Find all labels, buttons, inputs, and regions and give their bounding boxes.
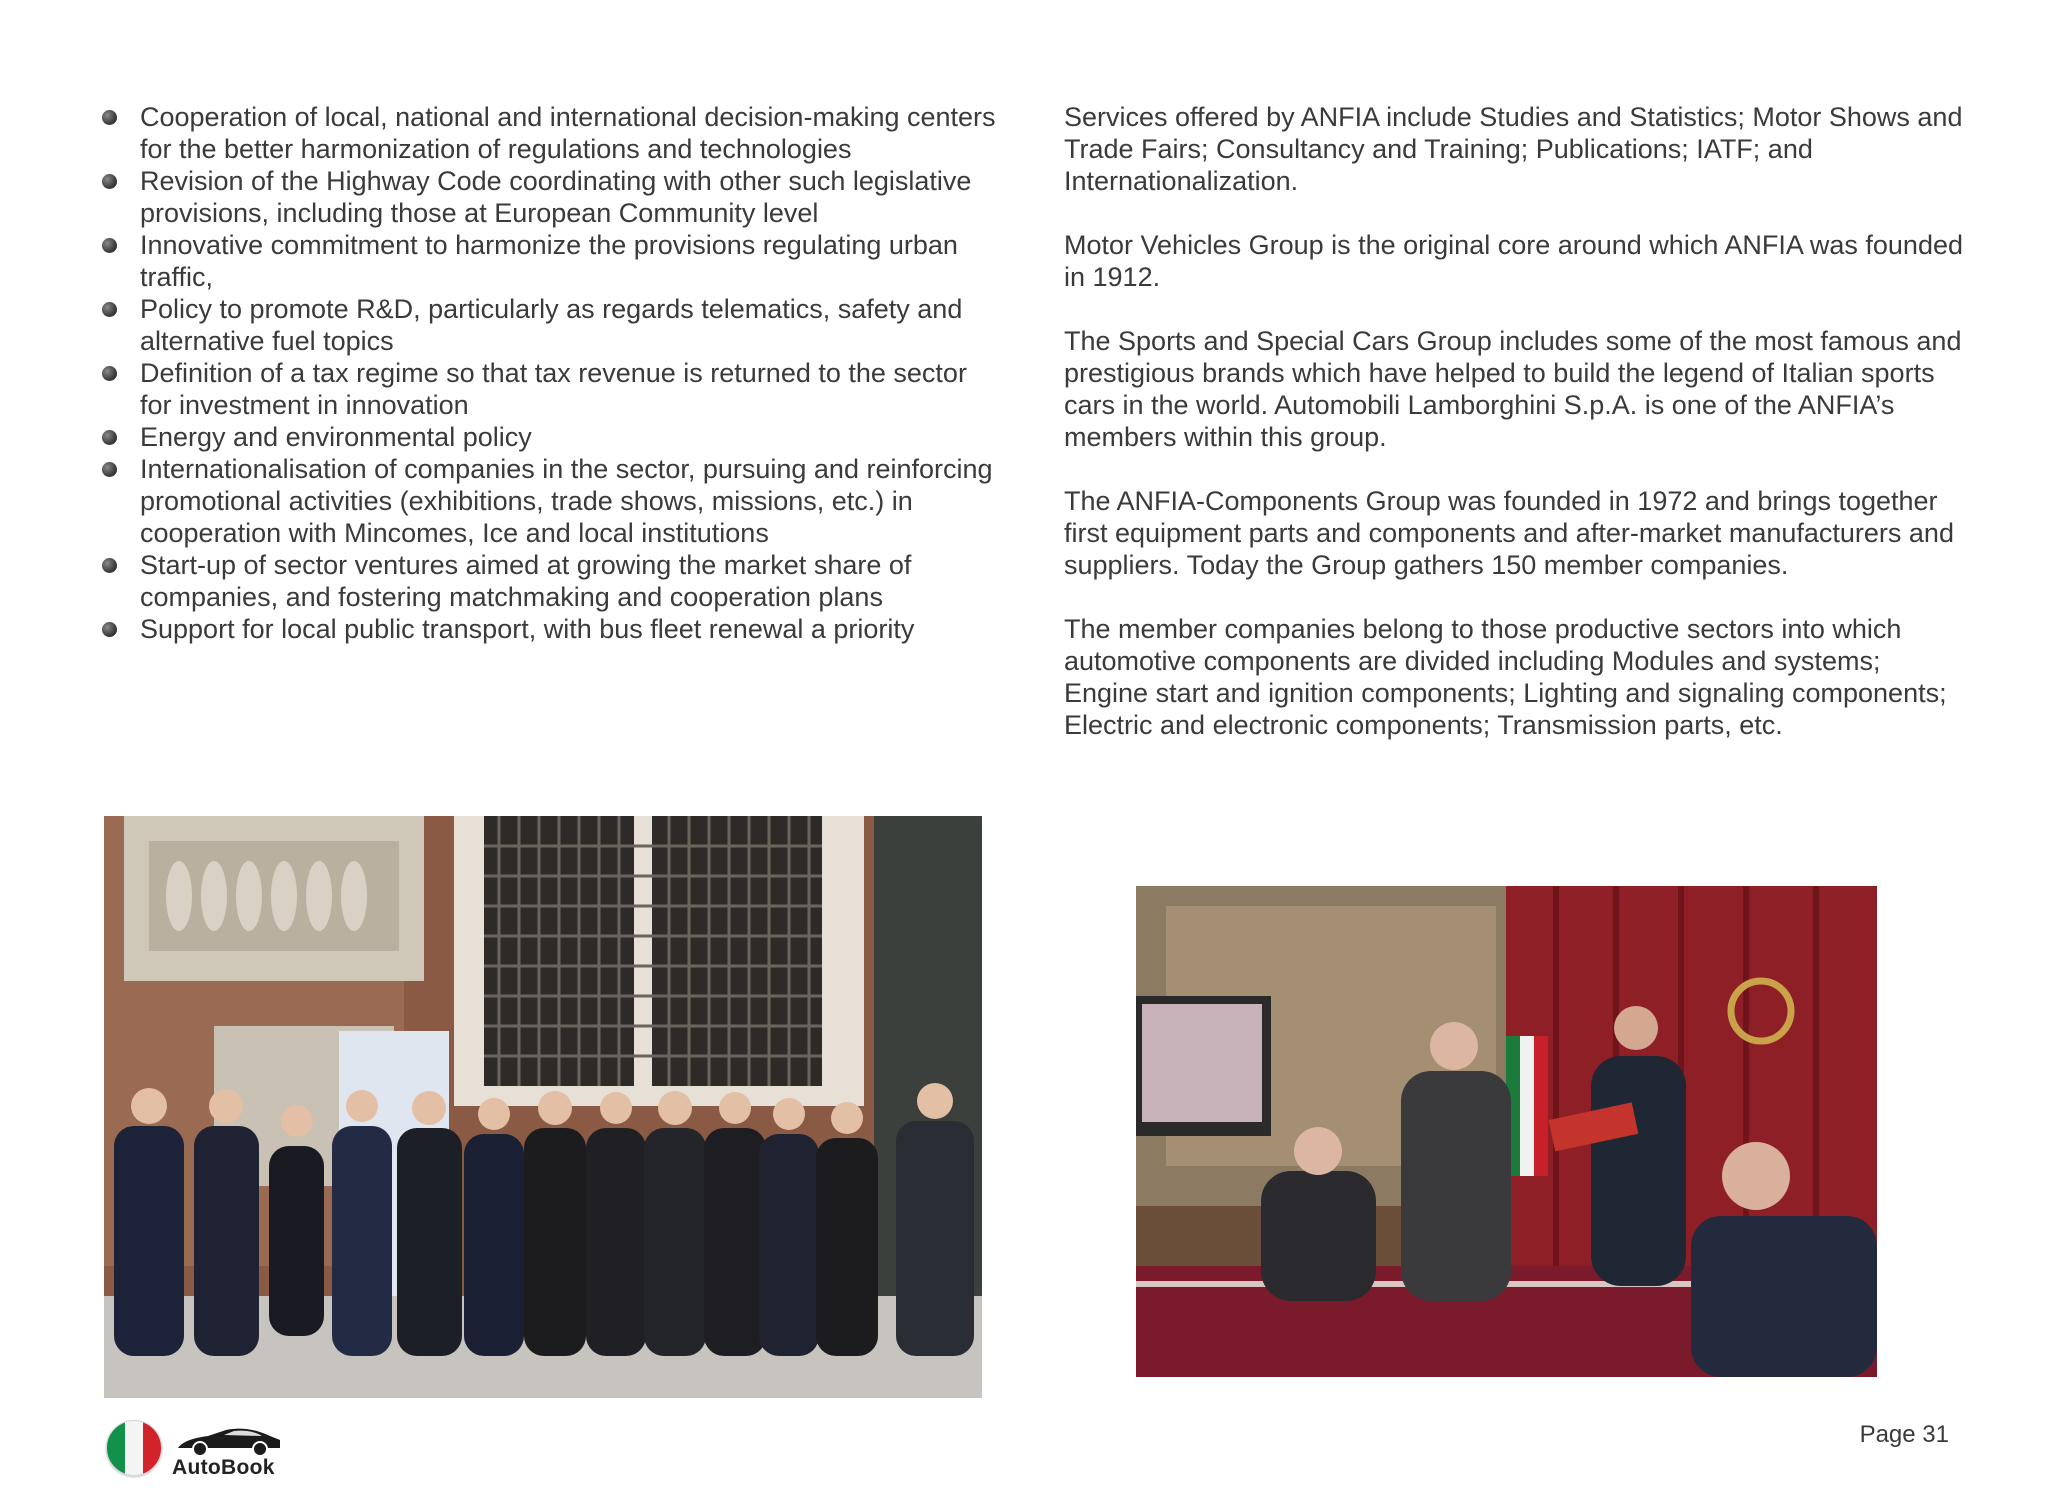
delegation-group-photo: [104, 816, 982, 1398]
bullet-icon: [102, 110, 117, 125]
list-item-text: Internationalisation of companies in the sector, pursuing and reinforcing promotional activities (exhibitions, trade shows, missions, etc.) in cooperation with Mincomes, Ice and local institutions: [140, 454, 993, 548]
paragraph-services: Services offered by ANFIA include Studies and Statistics; Motor Shows and Trade Fairs; Consultancy and Training; Publications; IATF; and Internationalization.: [1064, 102, 1963, 196]
bullet-icon: [102, 174, 117, 189]
list-item-text: Support for local public transport, with bus fleet renewal a priority: [140, 614, 915, 644]
list-item: [100, 613, 1000, 645]
list-item: [100, 357, 1000, 421]
list-item: [100, 229, 1000, 293]
bullet-icon: [102, 430, 117, 445]
list-item: [100, 101, 1000, 165]
page-number: Page 31: [1859, 1421, 1949, 1448]
paragraph-components-group: The ANFIA-Components Group was founded in 1972 and brings together first equipment parts and components and after-market manufacturers and suppliers. Today the Group gathers 150 member companies.: [1064, 486, 1954, 580]
list-item-text: Cooperation of local, national and international decision-making centers for the better harmonization of regulations and technologies: [140, 102, 996, 164]
list-item-text: Start-up of sector ventures aimed at growing the market share of companies, and fostering matchmaking and cooperation plans: [140, 550, 912, 612]
list-item-text: Revision of the Highway Code coordinating with other such legislative provisions, including those at European Community level: [140, 166, 972, 228]
bullet-icon: [102, 366, 117, 381]
paragraph-member-companies: The member companies belong to those productive sectors into which automotive components are divided including Modules and systems; Engine start and ignition components; Lighting and signaling components; Electric and electronic components; Transmission parts, etc.: [1064, 614, 1947, 740]
paragraph-sports-cars: The Sports and Special Cars Group includes some of the most famous and prestigious brands which have helped to build the legend of Italian sports cars in the world. Automobili Lamborghini S.p.A. is one of the ANFIA’s members within this group.: [1064, 326, 1962, 452]
bullet-icon: [102, 558, 117, 573]
bullet-icon: [102, 462, 117, 477]
brand-name: AutoBook: [172, 1456, 275, 1479]
bullet-list: [100, 101, 1000, 645]
autobook-logo: [104, 1418, 284, 1486]
list-item-text: Energy and environmental policy: [140, 422, 532, 452]
delegation-photo-illustration: [104, 816, 982, 1398]
list-item: [100, 549, 1000, 613]
sports-car-icon: [174, 1424, 284, 1458]
paragraph-motor-vehicles: Motor Vehicles Group is the original core around which ANFIA was founded in 1912.: [1064, 230, 1963, 292]
list-item-text: Definition of a tax regime so that tax revenue is returned to the sector for investment in innovation: [140, 358, 967, 420]
list-item: [100, 293, 1000, 357]
bullet-icon: [102, 238, 117, 253]
list-item-text: Policy to promote R&D, particularly as regards telematics, safety and alternative fuel topics: [140, 294, 963, 356]
list-item: [100, 421, 1000, 453]
list-item-text: Innovative commitment to harmonize the provisions regulating urban traffic,: [140, 230, 958, 292]
bullet-icon: [102, 302, 117, 317]
signing-ceremony-photo: [1136, 886, 1877, 1377]
signing-photo-illustration: [1136, 886, 1877, 1377]
body-text-column: [1064, 101, 1969, 773]
italian-flag-icon: [106, 1420, 162, 1476]
bullet-icon: [102, 622, 117, 637]
list-item: [100, 453, 1000, 549]
list-item: [100, 165, 1000, 229]
